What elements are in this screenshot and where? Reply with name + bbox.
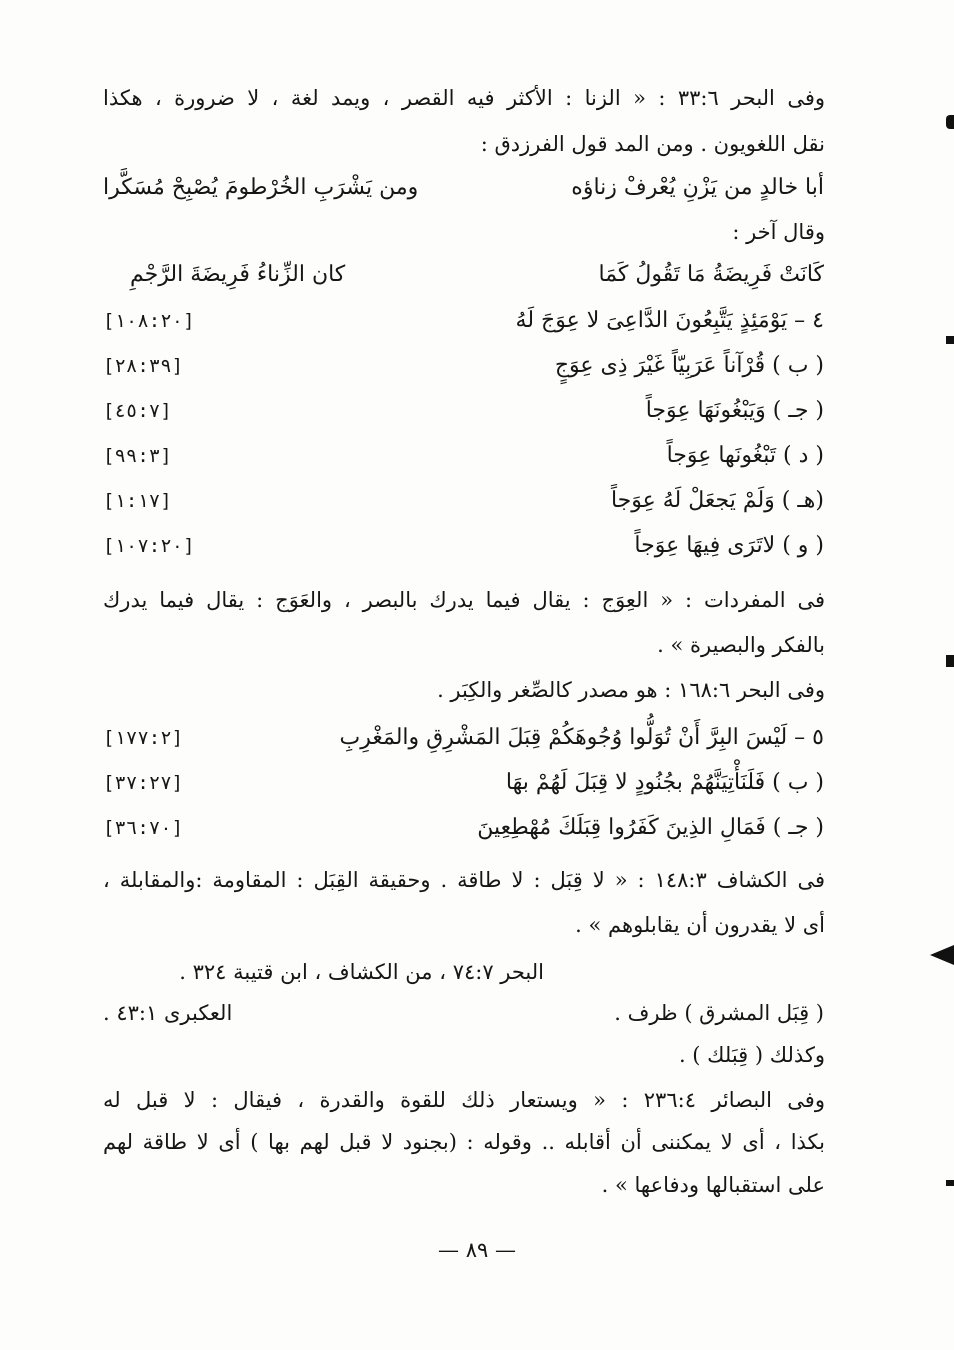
quran-verse: ( ب ) فَلَنَأْتِيَنَّهُمْ بجُنُودٍ لا قِبَلَ لَهُمْ بهَا [505, 770, 824, 795]
quran-verse: ( جـ ) وَيَبْغُونَهَا عِوَجاً [645, 398, 824, 423]
page-number: — ٨٩ — [438, 1238, 516, 1262]
scan-edge-mark [930, 945, 954, 965]
scan-edge-mark [946, 115, 954, 129]
verse-reference: [٩٩:٣] [103, 445, 172, 467]
verse-hemistich-left: ومن يَشْرَبِ الخُرْطومَ يُصْبِحْ مُسَكَّرا [103, 175, 419, 200]
verse-hemistich-right: أبا خالدٍ من يَزْنِ يُعْرفْ زناؤه [571, 175, 824, 200]
quran-verse: ( ب ) قُرْآناً عَرَبِيّاً غَيْرَ ذِى عِوَجٍ [554, 353, 824, 378]
verse-reference: [١:١٧] [103, 490, 172, 512]
scan-edge-mark [946, 1180, 954, 1186]
text-line: نقل اللغويون . ومن المد قول الفرزدق : [480, 132, 825, 156]
text-line: فى الكشاف ١٤٨:٣ : « لا قِبَل : لا طاقة . وحقيقة القِبَل : المقاومة :والمقابلة ، [103, 868, 826, 892]
text-line: بالفكر والبصيرة » . [657, 633, 825, 657]
verse-reference: [١٠٨:٢٠] [103, 310, 195, 332]
quran-verse: ٥ – لَيْسَ البِرَّ أَنْ تُوَلُّوا وُجُوهَكُمْ قِبَلَ المَشْرِقِ والمَغْرِبِ [339, 725, 824, 750]
quran-verse: ( و ) لاتَرَى فِيهَا عِوَجاً [634, 533, 824, 558]
verse-hemistich-left: كان الزِّناءُ فَرِيضَةَ الرَّجْمِ [130, 262, 346, 287]
quran-verse: ( جـ ) فَمَالِ الذِينَ كَفَرُوا قِبَلَكَ مُهْطِعِينَ [477, 815, 824, 840]
text-line: ( قِبَل المشرق ) ظرف . [614, 1001, 824, 1025]
verse-reference: [٤٥:٧] [103, 400, 172, 422]
verse-reference: [١٧٧:٢] [103, 727, 184, 749]
text-line: بكذا ، أى لا يمكننى أن أقابله .. وقوله : (بجنود لا قبل لهم بها ) أى لا طاقة لهم [103, 1130, 825, 1154]
verse-reference: [٣٧:٢٧] [103, 772, 184, 794]
scan-edge-mark [946, 336, 954, 344]
quran-verse: ( د ) تَبْغُونَها عِوَجاً [666, 443, 824, 468]
text-line: وفى البحر ٣٣:٦ : « الزنا : الأكثر فيه القصر ، ويمد لغة ، لا ضرورة ، هكذا [103, 86, 825, 110]
quran-verse: ٤ – يَوْمَئِذٍ يَتَّبِعُونَ الدَّاعِىَ لا عِوَجَ لَهُ [515, 308, 824, 333]
text-line: وفى البحر ١٦٨:٦ : هو مصدر كالصِّغر والكِبَر . [437, 678, 825, 702]
verse-reference: [١٠٧:٢٠] [103, 535, 195, 557]
scan-edge-mark [946, 655, 954, 667]
verse-reference: [٣٦:٧٠] [103, 817, 184, 839]
verse-hemistich-right: كَانَتْ فَرِيضَةُ مَا تَقُولُ كَمَا [598, 262, 824, 287]
quran-verse: (هـ ) وَلَمْ يَجعَلْ لَهُ عِوَجاً [610, 488, 824, 513]
text-line: وفى البصائر ٢٣٦:٤ : « ويستعار ذلك للقوة والقدرة ، فيقال : لا قبل له [103, 1088, 825, 1112]
text-line: على استقبالها ودفاعها » . [601, 1173, 825, 1197]
text-line: العكبرى ٤٣:١ . [103, 1001, 233, 1025]
text-line: وكذلك ( قِبَلك ) . [678, 1043, 825, 1067]
verse-reference: [٢٨:٣٩] [103, 355, 184, 377]
text-line: أى لا يقدرون أن يقابلوهم » . [575, 913, 825, 937]
text-line: فى المفردات : « العِوَج : يقال فيما يدرك بالبصر ، والعَوَج : يقال فيما يدرك [103, 588, 825, 612]
text-line: وقال آخر : [732, 220, 825, 244]
text-line: البحر ٧٤:٧ ، من الكشاف ، ابن قتيبة ٣٢٤ . [179, 960, 544, 984]
